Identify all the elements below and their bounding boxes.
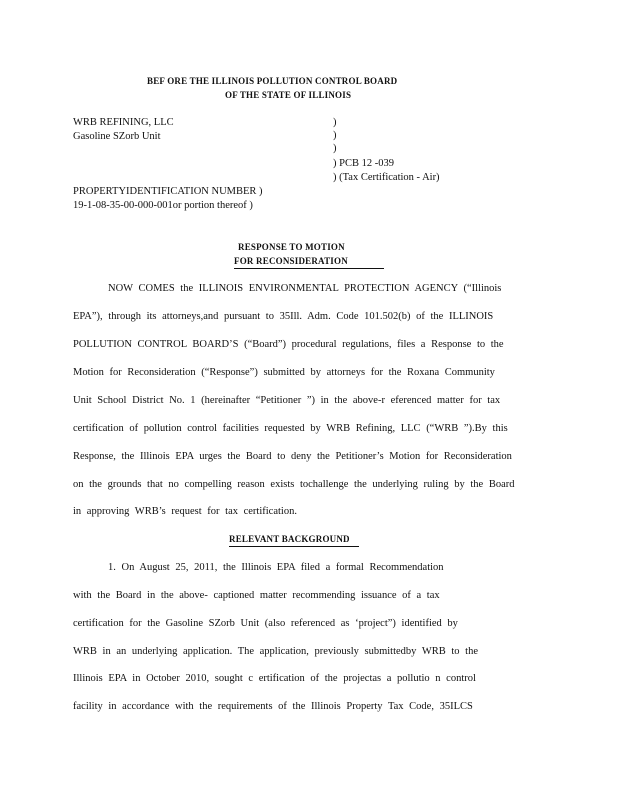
intro-line: NOW COMES the ILLINOIS ENVIRONMENTAL PROTECTION AGENCY (“Illinois [108,283,502,294]
para1-line: with the Board in the above- captioned matter recommending issuance of a tax [73,590,440,601]
response-title-line-2: FOR RECONSIDERATION [234,255,384,269]
intro-line: Response, the Illinois EPA urges the Board to deny the Petitioner’s Motion for Reconsideration [73,451,512,462]
board-heading-line-2: OF THE STATE OF ILLINOIS [225,90,352,100]
section-heading-relevant-background: RELEVANT BACKGROUND [229,533,359,547]
intro-line: Motion for Reconsideration (“Response”) submitted by attorneys for the Roxana Community [73,367,495,378]
para1-line: WRB in an underlying application. The application, previously submittedby WRB to the [73,646,479,657]
intro-line: EPA”), through its attorneys,and pursuant to 35Ill. Adm. Code 101.502(b) of the ILLINOIS [73,311,494,322]
caption-paren: ) [333,117,337,128]
board-heading-line-1: BEF ORE THE ILLINOIS POLLUTION CONTROL BOARD [147,76,398,86]
intro-line: POLLUTION CONTROL BOARD’S (“Board”) procedural regulations, files a Response to the [73,339,504,350]
para1-line: certification for the Gasoline SZorb Unit (also referenced as ‘project”) identified by [73,618,458,629]
caption-paren: ) [333,130,337,141]
caption-paren: ) [333,143,337,154]
case-number: ) PCB 12 -039 [333,158,394,169]
case-type: ) (Tax Certification - Air) [333,172,440,183]
intro-line: Unit School District No. 1 (hereinafter “Petitioner ”) in the above-r eferenced matter for tax [73,395,501,406]
property-id-value: 19-1-08-35-00-000-001or portion thereof ) [73,200,253,211]
property-id-label: PROPERTYIDENTIFICATION NUMBER ) [73,186,263,197]
response-title-line-1: RESPONSE TO MOTION [238,242,345,252]
intro-line: in approving WRB’s request for tax certification. [73,506,297,517]
para1-line: facility in accordance with the requirements of the Illinois Property Tax Code, 35ILCS [73,701,473,712]
para1-line: 1. On August 25, 2011, the Illinois EPA filed a formal Recommendation [108,562,444,573]
para1-line: Illinois EPA in October 2010, sought c ertification of the projectas a pollutio n control [73,673,476,684]
intro-line: certification of pollution control facilities requested by WRB Refining, LLC (“WRB ”).By this [73,423,508,434]
caption-party-name: WRB REFINING, LLC [73,117,174,128]
caption-party-unit: Gasoline SZorb Unit [73,131,161,142]
intro-line: on the grounds that no compelling reason exists tochallenge the underlying ruling by the Board [73,479,515,490]
